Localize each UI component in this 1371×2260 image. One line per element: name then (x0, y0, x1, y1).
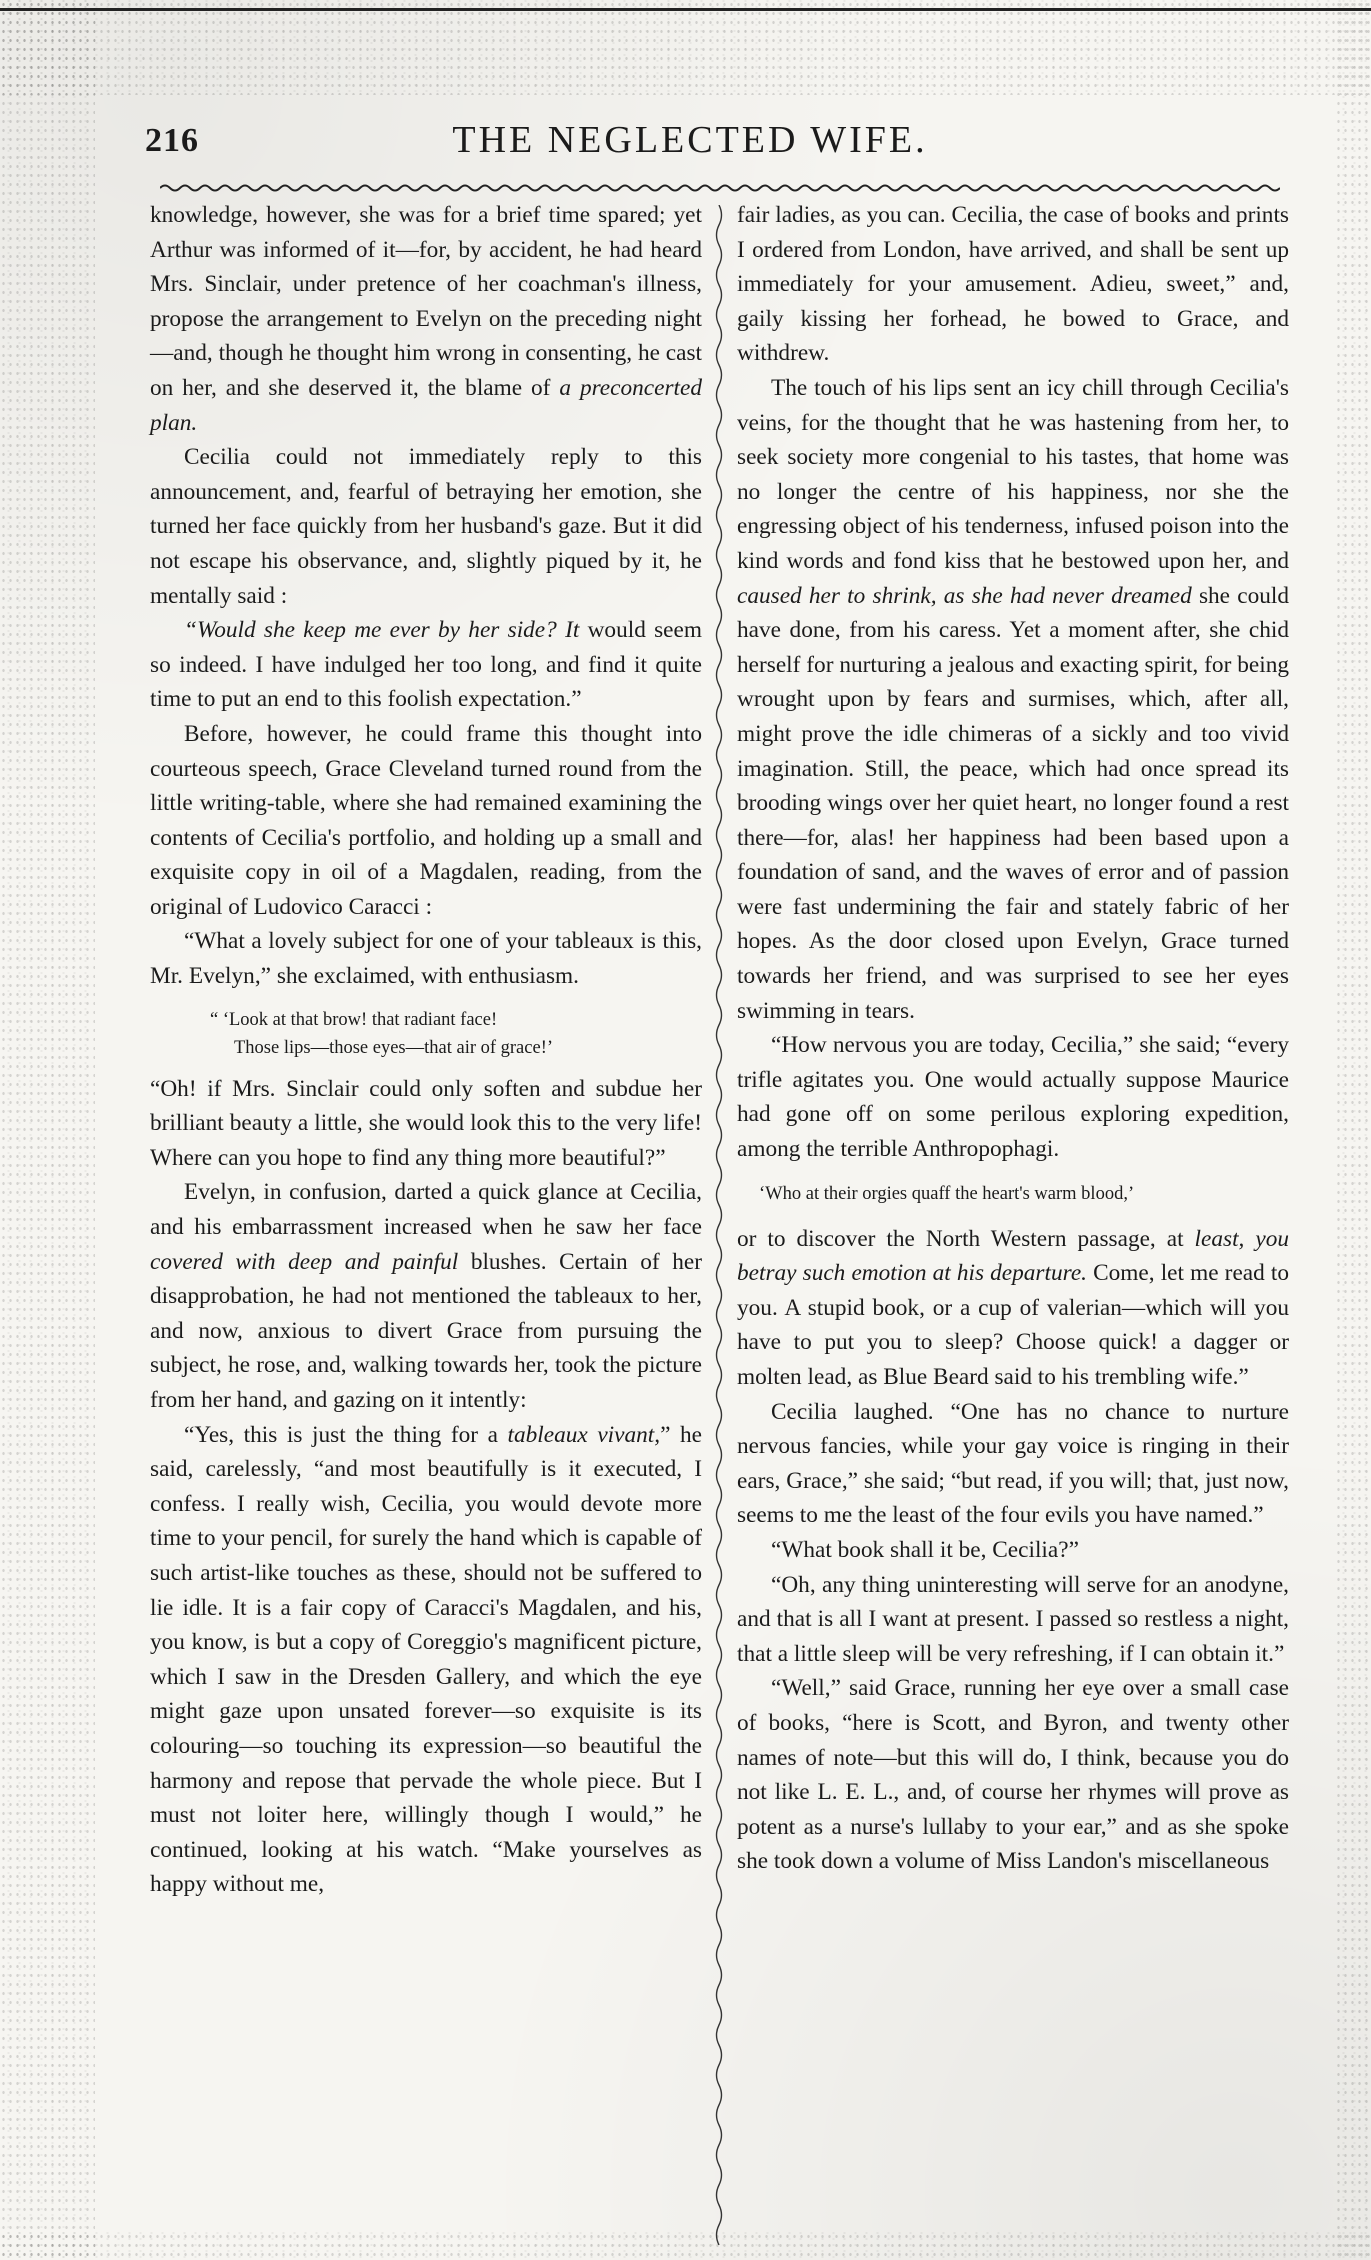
scan-noise-top (0, 0, 1371, 95)
verse-line: Those lips—those eyes—that air of grace!’ (234, 1037, 554, 1058)
scan-noise-left (0, 0, 95, 2260)
italic-text: covered with deep and painful (150, 1248, 459, 1275)
wavy-divider (160, 183, 1280, 193)
paragraph: “How nervous you are today, Cecilia,” she said; “every trifle agitates you. One would actually suppose Maurice had gone off on some perilous exploring expedition, among the terrible Anthropophagi. (737, 1032, 1289, 1163)
page-header (145, 112, 1235, 172)
right-column (737, 198, 1289, 1879)
left-column (150, 198, 702, 1902)
paragraph (150, 198, 702, 440)
paragraph: “What book shall it be, Cecilia?” (771, 1536, 1079, 1563)
text-run: ” he said, carelessly, “and most beautifully is it executed, I confess. I really wish, Cecilia, you would devote more time to your pencil, for surely the hand which is capable of such artist-like touches as these, should not be suffered to lie idle. It is a fair copy of Caracci's Magdalen, and his, you know, is but a copy of Coreggio's magnificent picture, which I saw in the Dresden Gallery, and which the eye might gaze upon unsated forever—so exquisite is its colouring—so touching its expression—so beautiful the harmony and repose that pervade the whole piece. But I must not loiter here, willingly though I would,” he continued, looking at his watch. “Make yourselves as happy without me, (150, 1421, 702, 1898)
text-run: blushes. Certain of her disapprobation, he had not mentioned the tableaux to her, and now, anxious to divert Grace from pursuing the subject, he rose, and, walking towards her, took the picture from her hand, and gazing on it intently: (150, 1248, 702, 1413)
italic-text: caused her to shrink, as she had never dreamed (737, 582, 1192, 609)
paragraph: “What a lovely subject for one of your tableaux is this, Mr. Evelyn,” she exclaimed, with enthusiasm. (150, 928, 702, 990)
text-run: knowledge, however, she was for a brief time spared; yet Arthur was informed of it—for, by accident, he had heard Mrs. Sinclair, under pretence of her coachman's illness, propose the arrangement to Evelyn on the preceding night—and, though he thought him wrong in consenting, he cast on her, and she deserved it, the blame of (150, 202, 702, 401)
paragraph: Before, however, he could frame this thought into courteous speech, Grace Cleveland turned round from the little writing-table, where she had remained examining the contents of Cecilia's portfolio, and holding up a small and exquisite copy in oil of a Magdalen, reading, from the original of Ludovico Caracci : (150, 720, 702, 920)
scan-noise-right (1335, 0, 1371, 2260)
text-run: “Yes, this is just the thing for a (184, 1421, 498, 1448)
paragraph: fair ladies, as you can. Cecilia, the case of books and prints I ordered from London, have arrived, and shall be sent up immediately for your amusement. Adieu, sweet,” and, gaily kissing her forhead, he bowed to Grace, and withdrew. (737, 202, 1289, 367)
paragraph (150, 1175, 702, 1417)
text-run: Evelyn, in confusion, darted a quick glance at Cecilia, and his embarrassment increased when he saw her face (150, 1179, 702, 1241)
text-run: The touch of his lips sent an icy chill through Cecilia's veins, for the thought that he was hastening from her, to seek society more congenial to his tastes, that home was no longer the centre of his happiness, nor she the engressing object of his tenderness, infused poison into the kind words and fond kiss that he bestowed upon her, and (737, 374, 1289, 574)
paragraph: Cecilia laughed. “One has no chance to nurture nervous fancies, while your gay voice is ringing in their ears, Grace,” she said; “but read, if you will; that, just now, seems to me the least of the four evils you have named.” (737, 1398, 1289, 1529)
paragraph: “Oh, any thing uninteresting will serve for an anodyne, and that is all I want at present. I passed so restless a night, that a little sleep will be very refreshing, if I can obtain it.” (737, 1571, 1289, 1667)
verse-line: ‘Who at their orgies quaff the heart's warm blood,’ (759, 1183, 1135, 1204)
paragraph (737, 371, 1289, 1028)
page-number: 216 (145, 122, 199, 159)
paragraph (737, 1222, 1289, 1395)
verse-quote (150, 994, 702, 1072)
italic-text: a preconcerted plan. (150, 374, 702, 436)
running-title: THE NEGLECTED WIFE. (452, 119, 928, 161)
paragraph (150, 613, 702, 717)
italic-text: tableaux vivant, (507, 1421, 661, 1448)
text-run: or to discover the North Western passage, at (737, 1225, 1184, 1252)
scan-noise-bottom (0, 2232, 1371, 2260)
paragraph: Cecilia could not immediately reply to this announcement, and, fearful of betraying her emotion, she turned her face quickly from her husband's gaze. But it did not escape his observance, and, slightly piqued by it, he mentally said : (150, 444, 702, 609)
text-run: she could have done, from his caress. Yet a moment after, she chid herself for nurturing a jealous and exacting spirit, for being wrought upon by fears and surmises, which, after all, might prove the idle chimeras of a sickly and too vivid imagination. Still, the peace, which had once spread its brooding wings over her quiet heart, no longer found a rest there—for, alas! her happiness had been based upon a foundation of sand, and the waves of error and of passion were fast undermining the fair and stately fabric of her hopes. As the door closed upon Evelyn, Grace turned towards her friend, and was surprised to see her eyes swimming in tears. (737, 582, 1289, 1024)
italic-text: least, you betray such emotion at his departure. (737, 1225, 1289, 1287)
verse-line: “ ‘Look at that brow! that radiant face! (210, 1009, 498, 1030)
italic-text: “Would she keep me ever by her side? It (184, 617, 580, 644)
text-run: Come, let me read to you. A stupid book, or a cup of valerian—which will you have to put you to sleep? Choose quick! a dagger or molten lead, as Blue Beard said to his trembling wife.” (737, 1260, 1290, 1390)
verse-quote (737, 1167, 1289, 1222)
paragraph (150, 1418, 702, 1902)
paragraph: “Well,” said Grace, running her eye over a small case of books, “here is Scott, and Byron, and twenty other names of note—but this will do, I think, because you do not like L. E. L., and, of course her rhymes will prove as potent as a nurse's lullaby to your ear,” and as she spoke she took down a volume of Miss Landon's miscellaneous (737, 1675, 1289, 1875)
paragraph: “Oh! if Mrs. Sinclair could only soften and subdue her brilliant beauty a little, she would look this to the very life! Where can you hope to find any thing more beautiful?” (150, 1075, 702, 1171)
top-rule (0, 8, 1371, 11)
column-gutter-rule (712, 205, 726, 2245)
text-run: would seem so indeed. I have indulged her too long, and find it quite time to put an end to this foolish expectation.” (150, 617, 702, 713)
